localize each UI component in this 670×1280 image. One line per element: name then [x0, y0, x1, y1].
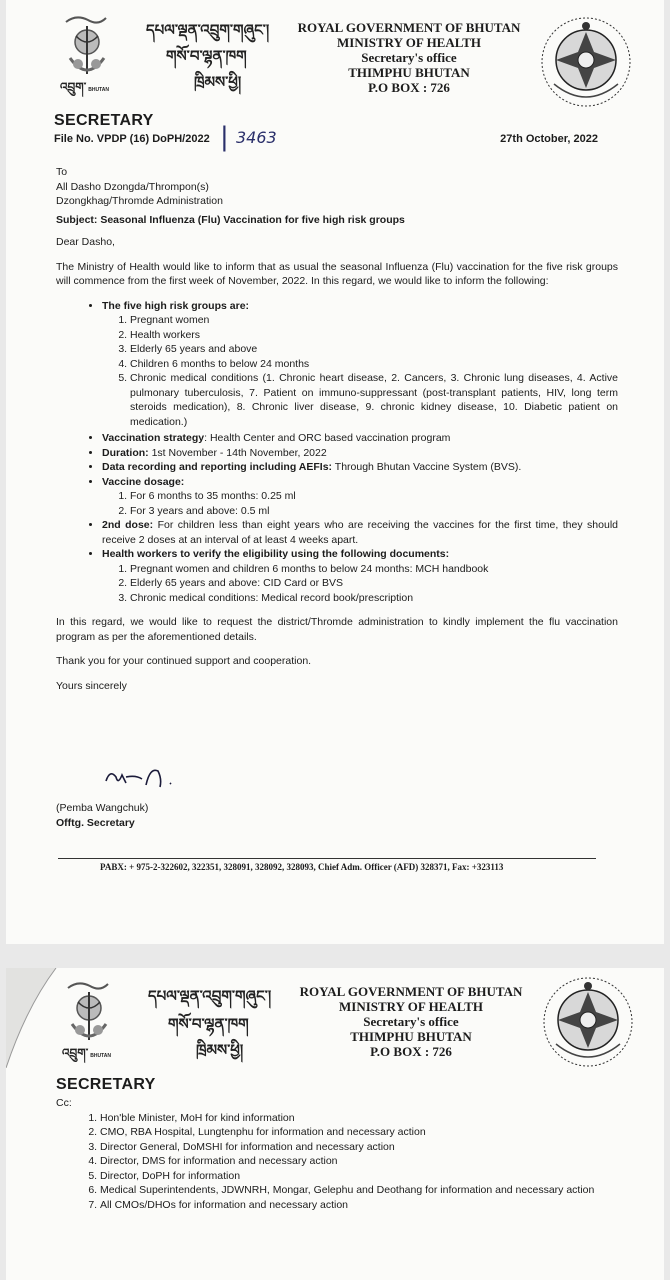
signatory-name: (Pemba Wangchuk): [56, 802, 149, 814]
file-number: File No. VPDP (16) DoPH/2022: [54, 133, 210, 145]
list-item: 1. Pregnant women and children 6 months to below 24 months: MCH handbook: [130, 562, 618, 577]
list-item: 2. CMO, RBA Hospital, Lungtenphu for information and necessary action: [100, 1125, 616, 1140]
verification-list: [102, 562, 618, 606]
list-item: 2. Elderly 65 years and above: CID Card or BVS: [130, 576, 618, 591]
salutation: Dear Dasho,: [56, 236, 115, 248]
list-item: • Health workers to verify the eligibility using the following documents: 1. Pregnant women and children 6 months to below 24 months: MCH handbook 2. Elderly 65 years and above: CID Card or BVS 3. Chronic medical conditions: Medical record book/prescription: [102, 547, 618, 605]
dzongkha-line-1: དཔལ་ལྡན་འབྲུག་གཞུང་།: [146, 21, 270, 39]
letterhead-text: ROYAL GOVERNMENT OF BHUTAN MINISTRY OF HEALTH Secretary's office THIMPHU BHUTAN P.O BOX : 726: [297, 20, 521, 95]
dzongkha-line-2: གསོ་བ་ལྷན་ཁག: [168, 1015, 249, 1033]
office-heading: SECRETARY: [54, 112, 154, 129]
footer-divider: [58, 858, 596, 859]
list-item: • Vaccination strategy: Health Center and ORC based vaccination program: [102, 431, 618, 446]
subject-line: Subject: Seasonal Influenza (Flu) Vaccination for five high risk groups: [56, 213, 405, 226]
intro-paragraph: The Ministry of Health would like to inform that as usual the seasonal Influenza (Flu) vaccination for the five risk groups will commence from the first week of November, 2022. In this regard, we would like to inform the following:: [56, 260, 618, 287]
handwritten-number: 3463: [236, 128, 277, 147]
request-paragraph: In this regard, we would like to request the district/Thromde administration to kindly implement the flu vaccination program as per the aforementioned details.: [56, 616, 618, 643]
list-item: 3. Chronic medical conditions: Medical record book/prescription: [130, 591, 618, 606]
to-administration: Dzongkhag/Thromde Administration: [56, 195, 223, 207]
signatory: [56, 801, 148, 830]
to-recipient: All Dasho Dzongda/Thrompon(s): [56, 180, 209, 193]
risk-groups-list: [102, 313, 618, 429]
dzongkha-line-1: དཔལ་ལྡན་འབྲུག་གཞུང་།: [148, 987, 272, 1005]
letterhead-text: ROYAL GOVERNMENT OF BHUTAN MINISTRY OF HEALTH Secretary's office THIMPHU BHUTAN P.O BOX : 726: [299, 984, 523, 1059]
letter-body: [56, 165, 618, 703]
list-item: 3. Elderly 65 years and above: [130, 342, 618, 357]
list-item: 4. Children 6 months to below 24 months: [130, 357, 618, 372]
dzongkha-line-3: ཁྲིམས་ཕྱི།: [194, 73, 242, 91]
details-list: [56, 299, 618, 606]
list-item: • The five high risk groups are: 1. Pregnant women 2. Health workers 3. Elderly 65 years and above 4. Children 6 months to below 24 months 5. Chronic medical conditions (1. Chronic heart disease, 2. Cancers, 3. Chronic lung diseases, 4. Active pulmonary tuberculosis, 7. Patient on immuno-suppressant (post-transplant patients, HIV, long term steroids medication), 8. Chronic liver disease, 9. chronic kidney disease, 10. Diabetic patient on medication.): [102, 299, 618, 430]
letter-date: 27th October, 2022: [500, 133, 598, 145]
letter-page-1: [6, 0, 664, 944]
logo-caption: འབྲུག་ BHUTAN: [62, 1046, 111, 1060]
handwritten-bar: |: [220, 122, 229, 152]
list-item: • 2nd dose: For children less than eight years who are receiving the vaccines for the first time, they should receive 2 doses at an interval of at least 4 weeks apart.: [102, 518, 618, 547]
list-item: 5. Director, DoPH for information: [100, 1169, 616, 1184]
cc-label: Cc:: [56, 1097, 72, 1109]
royal-emblem: [540, 974, 636, 1070]
cc-list: [56, 1111, 616, 1213]
list-item: 2. Health workers: [130, 328, 618, 343]
list-item: 1. Hon'ble Minister, MoH for kind information: [100, 1111, 616, 1126]
thanks-line: Thank you for your continued support and cooperation.: [56, 655, 312, 667]
dzongkha-line-2: གསོ་བ་ལྷན་ཁག: [166, 47, 247, 65]
list-item: • Duration: 1st November - 14th November, 2022: [102, 446, 618, 461]
royal-emblem: [538, 14, 634, 110]
closing-line: Yours sincerely: [56, 679, 127, 692]
dosage-list: [102, 489, 618, 518]
list-item: • Data recording and reporting including AEFIs: Through Bhutan Vaccine System (BVS).: [102, 460, 618, 475]
list-item: • Vaccine dosage: 1. For 6 months to 35 months: 0.25 ml 2. For 3 years and above: 0.5 ml: [102, 475, 618, 519]
list-item: 5. Chronic medical conditions (1. Chronic heart disease, 2. Cancers, 3. Chronic lung diseases, 4. Active pulmonary tuberculosis, 7. Patient on immuno-suppressant (post-transplant patients, HIV, long term steroids medication), 8. Chronic liver disease, 9. chronic kidney disease, 10. Diabetic patient on medication.): [130, 371, 618, 429]
list-item: 4. Director, DMS for information and necessary action: [100, 1154, 616, 1169]
list-item: 1. For 6 months to 35 months: 0.25 ml: [130, 489, 618, 504]
list-item: 7. All CMOs/DHOs for information and necessary action: [100, 1198, 616, 1213]
handwritten-signature: [102, 763, 192, 793]
cc-section: [56, 1096, 616, 1212]
to-line: To: [56, 166, 68, 178]
logo-caption: འབྲུག་ BHUTAN: [60, 80, 109, 94]
signatory-title: Offtg. Secretary: [56, 816, 135, 829]
list-item: 2. For 3 years and above: 0.5 ml: [130, 504, 618, 519]
list-item: 1. Pregnant women: [130, 313, 618, 328]
dzongkha-line-3: ཁྲིམས་ཕྱི།: [196, 1041, 244, 1059]
office-heading: SECRETARY: [56, 1076, 156, 1093]
footer-contacts: PABX: + 975-2-322602, 322351, 328091, 328092, 328093, Chief Adm. Officer (AFD) 328371, Fax: +323113: [100, 862, 504, 872]
list-item: 6. Medical Superintendents, JDWNRH, Mongar, Gelephu and Deothang for information and necessary action: [100, 1183, 616, 1198]
list-item: 3. Director General, DoMSHI for information and necessary action: [100, 1140, 616, 1155]
